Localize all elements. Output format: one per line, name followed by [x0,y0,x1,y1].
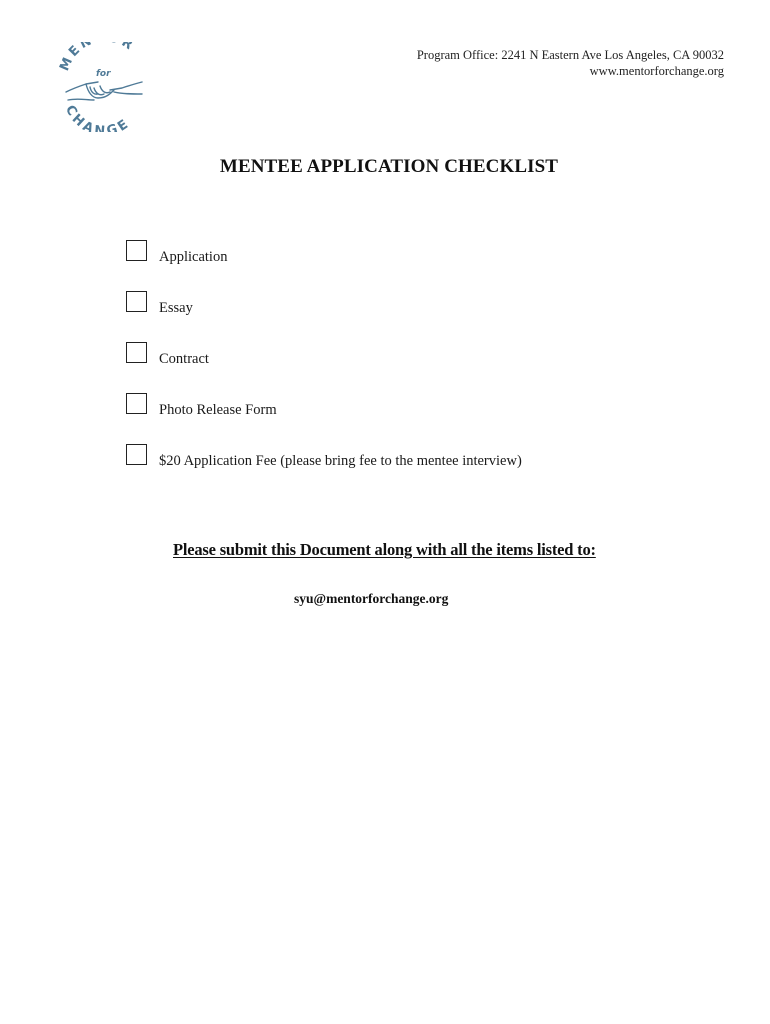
checklist-label: $20 Application Fee (please bring fee to the mentee interview) [159,453,522,469]
checkbox-application[interactable] [126,240,147,261]
office-address: Program Office: 2241 N Eastern Ave Los Angeles, CA 90032 [416,48,724,62]
mentor-for-change-logo [58,42,148,132]
checkbox-essay[interactable] [126,291,147,312]
checklist-label: Essay [159,300,193,316]
checkbox-photo-release[interactable] [126,393,147,414]
handshake-icon [58,42,148,132]
checkbox-application-fee[interactable] [126,444,147,465]
website-link[interactable]: www.mentorforchange.org [589,64,724,78]
checklist-label: Application [159,249,228,265]
checklist-label: Contract [159,351,209,367]
logo-bottom-word: CHANGE [61,102,134,132]
submission-email[interactable]: syu@mentorforchange.org [294,591,449,606]
checkbox-contract[interactable] [126,342,147,363]
logo-top-word: MEN R [58,42,138,74]
office-info [417,47,724,79]
svg-text:CHANGE [62,103,133,132]
page-title: MENTEE APPLICATION CHECKLIST [219,156,559,177]
submit-instructions: Please submit this Document along with all the items listed to: [173,540,596,559]
checklist-label: Photo Release Form [159,402,277,418]
logo-middle-word: for [96,69,111,79]
